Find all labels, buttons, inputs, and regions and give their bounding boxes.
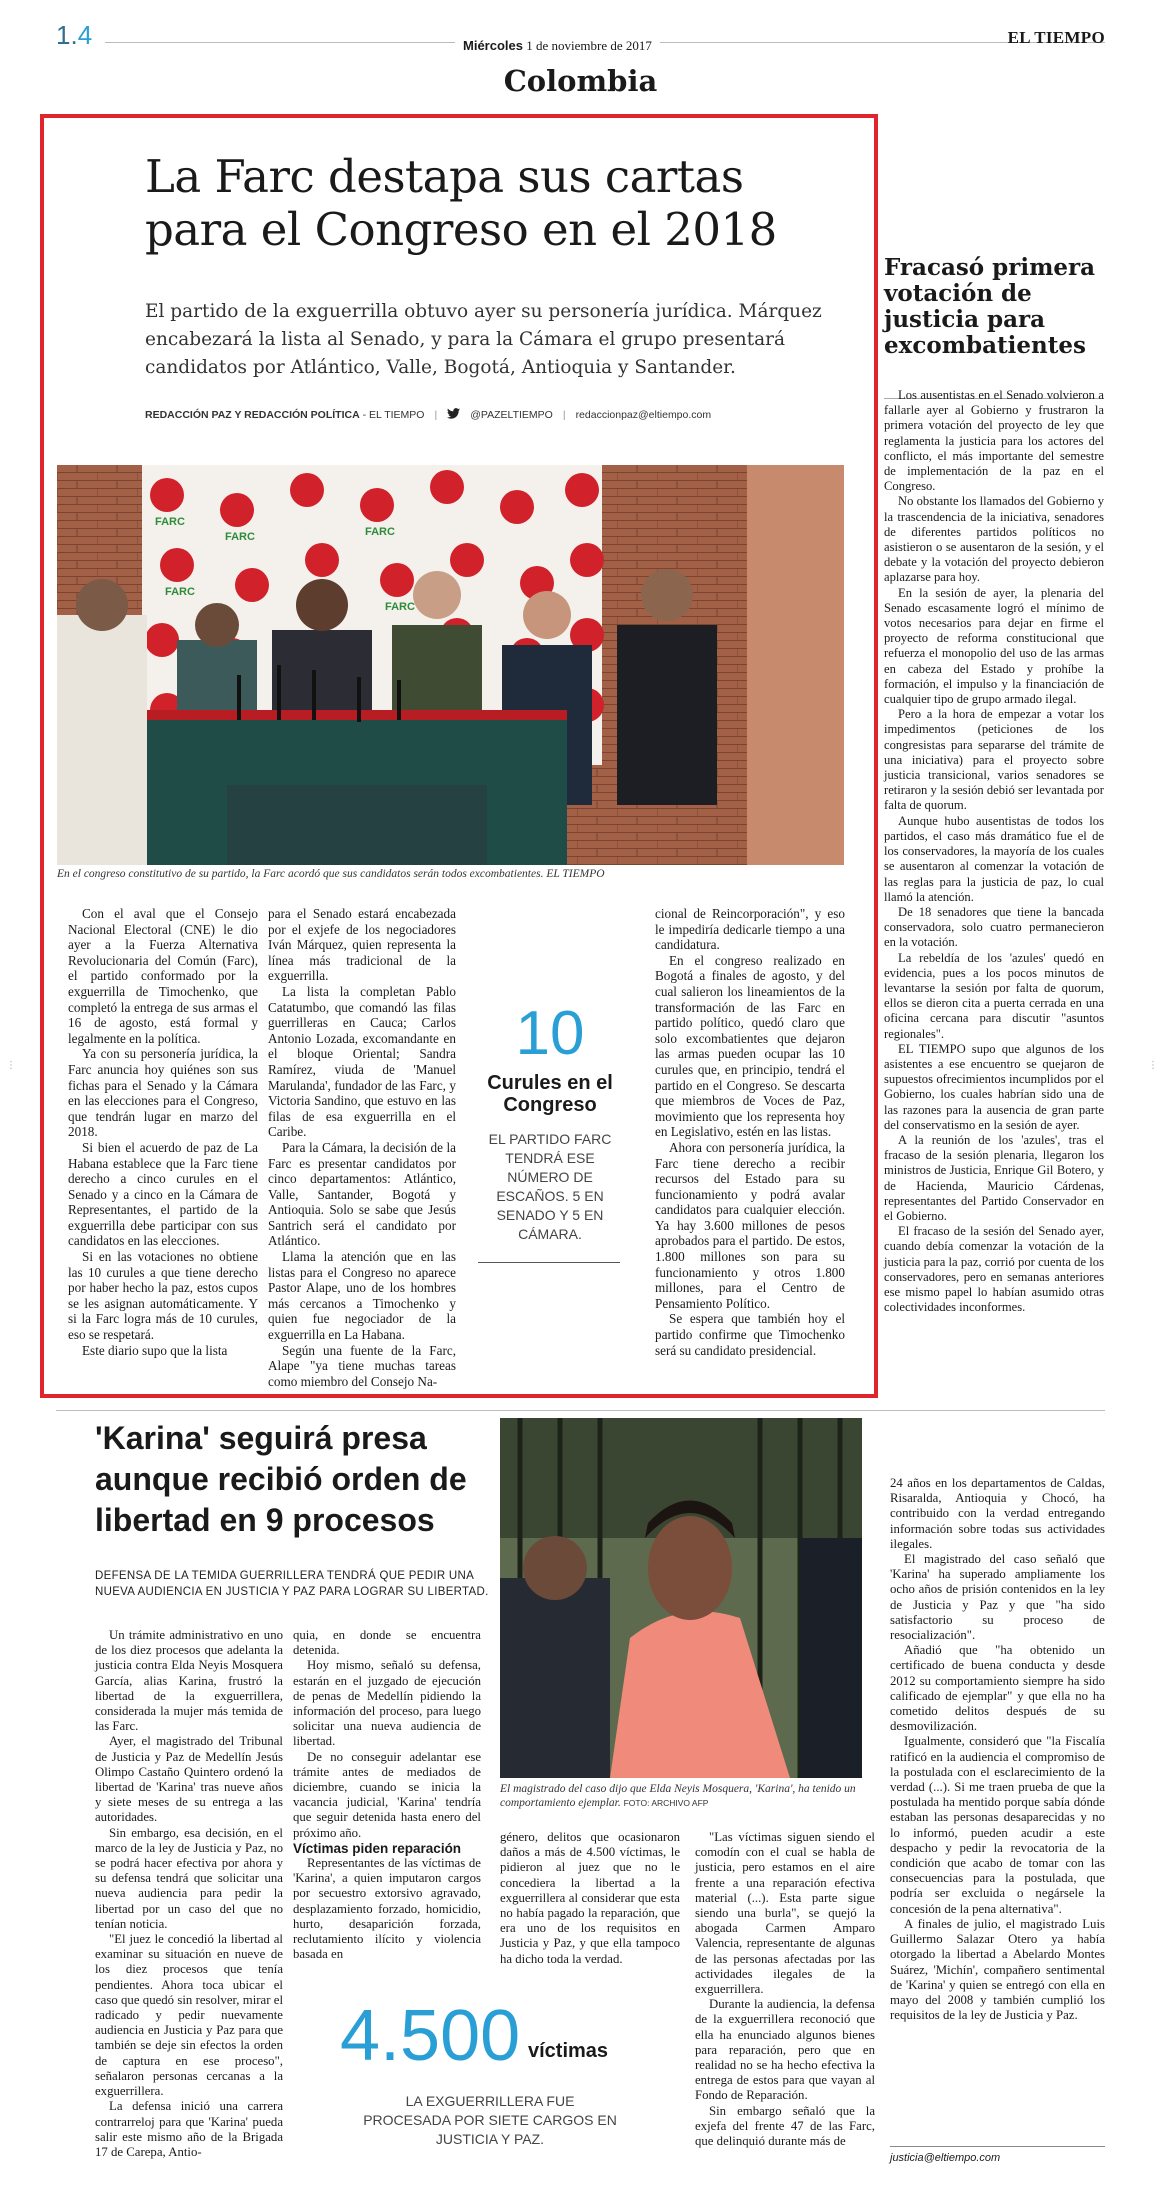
paragraph: El magistrado del caso señaló que 'Karina' ha superado ampliamente los ocho años de prisión contenidos en la ley de Justicia y Paz y que "ha sido satisfactorio su proceso de resocialización". xyxy=(890,1552,1105,1643)
paragraph: Llama la atención que en las listas para el Congreso no aparece Pastor Alape, uno de los hombres más cercanos a Timochenko y quien fue negociador de la exguerrilla en La Habana. xyxy=(268,1249,456,1343)
lead-headline: La Farc destapa sus cartas para el Congreso en el 2018 xyxy=(145,150,777,256)
paragraph: Se espera que también hoy el partido confirme que Timochenko será su candidato presidencial. xyxy=(655,1311,845,1358)
fact-number-victims: 4.500 xyxy=(340,1996,521,2076)
side-column xyxy=(884,388,1104,1315)
backdrop-logo-text: FARC xyxy=(365,526,395,538)
paragraph: "El juez le concedió la libertad al examinar su situación en nueve de los diez procesos que tenía pendientes. Ahora toca ubicar el caso que quedó sin resolver, mirar el radicado y pedir nuevamente audiencia en Justicia y Paz para que también se deje sin efectos la orden de captura en ese proceso", señalaron personas cercanas a la exguerrillera. xyxy=(95,1932,283,2099)
backdrop-logo-text: FARC xyxy=(385,601,415,613)
header-date: Miércoles 1 de noviembre de 2017 xyxy=(455,38,660,54)
page-number: 1.4 xyxy=(56,20,93,50)
paragraph: Sin embargo, esa decisión, en el marco de la ley de Justicia y Paz, no se podrá hacer efectiva por ahora y su defensa tendrá que solicitar una nueva audiencia para pedir la libertad por un caso del que no tenían noticia. xyxy=(95,1825,283,1931)
paragraph: Durante la audiencia, la defensa de la exguerrillera reconoció que ella ha enunciado algunos bienes para reparación, pero que en realidad no se ha hecho efectiva la entrega de estos para que vayan al Fondo de Reparación. xyxy=(695,1997,875,2103)
lead-photo-caption: En el congreso constitutivo de su partido, la Farc acordó que sus candidatos serán todos excombatientes. EL TIEMPO xyxy=(57,868,605,880)
paragraph: A la reunión de los 'azules', tras el fracaso de la sesión plenaria, llegaron los ministros de Justicia, Enrique Gil Botero, y de Hacienda, Mauricio Cárdenas, representantes del Partido Conservador en el Gobierno. xyxy=(884,1132,1104,1223)
karina-column-1 xyxy=(95,1628,283,2160)
paragraph: Ayer, el magistrado del Tribunal de Justicia y Paz de Medellín Jesús Olimpo Castaño Quintero ordenó la libertad de 'Karina' tras nueve años y siete meses de su entrega a las autoridades. xyxy=(95,1734,283,1825)
photo-credit: FOTO: ARCHIVO AFP xyxy=(623,1798,709,1808)
paragraph: No obstante los llamados del Gobierno y la trascendencia de la iniciativa, senadores de diferentes partidos políticos no asistieron o se ausentaron de la sesión, y el debate y la votación del proyecto debieron aplazarse para hoy. xyxy=(884,494,1104,585)
email-rule xyxy=(890,2146,1105,2147)
trim-mark-icon: ⋮ xyxy=(6,1060,16,1071)
paragraph: Los ausentistas en el Senado volvieron a fallarle ayer al Gobierno y frustraron la primera votación del proyecto de ley que reglamenta la justicia para los actores del conflicto, el más importante del semestre de implementación de la paz en el Congreso. xyxy=(884,388,1104,494)
paragraph: A finales de julio, el magistrado Luis Guillermo Salazar Otero ya había otorgado la libertad a Abelardo Montes Suárez, 'Michín', compañero sentimental de 'Karina' y quien se entregó con ella en mayo del 2008 y también cumplió los requisitos de la ley de Justicia y Paz. xyxy=(890,1916,1105,2023)
karina-contact-email[interactable]: justicia@eltiempo.com xyxy=(890,2152,1001,2164)
byline-email: redaccionpaz@eltiempo.com xyxy=(575,409,712,421)
paragraph: Si en las votaciones no obtiene las 10 curules a que tiene derecho por haber hecho la paz, estos cupos se les asignan automáticamente. Y si la Farc logra más de 10 curules, eso se respetará. xyxy=(68,1249,258,1343)
paragraph: La rebeldía de los 'azules' quedó en evidencia, pues a los pocos minutos de levantarse la sesión por falta de quorum, ellos se dieron cita a puerta cerrada en una oficina cercana para discutir "asuntos regionales". xyxy=(884,950,1104,1041)
lead-photo xyxy=(57,465,844,865)
lead-column-2 xyxy=(268,906,456,1389)
paragraph: La defensa inició una carrera contrarreloj para que 'Karina' pueda salir este mismo año de la Brigada 17 de Carepa, Antio- xyxy=(95,2099,283,2159)
lead-column-3 xyxy=(655,906,845,1358)
paragraph: De no conseguir adelantar ese trámite antes de mediados de diciembre, cuando se inicia la vacancia judicial, 'Karina' tendría que seguir detenida hasta enero del próximo año. xyxy=(293,1749,481,1840)
twitter-handle: @PAZELTIEMPO xyxy=(470,409,553,421)
paragraph: "Las víctimas siguen siendo el comodín con el cual se habla de justicia, pero estamos en el aire frente a una reparación efectiva material (...). Esta parte sigue siendo una burla", se quejó la abogada Carmen Amparo Valencia, representante de algunas de las personas afectadas por las actividades ilegales de la exguerrillera. xyxy=(695,1830,875,1997)
lead-column-1 xyxy=(68,906,258,1358)
paragraph: Sin embargo señaló que la exjefa del frente 47 de las Farc, que delinquió durante más de xyxy=(695,2103,875,2149)
fact-label-victims: víctimas xyxy=(528,2040,609,2062)
paragraph: Aunque hubo ausentistas de todos los partidos, el caso más dramático fue el de los conservadores, la mayoría de los cuales se ausentaron al comenzar la votación de las reglas para la justicia de paz, lo cual llamó la atención. xyxy=(884,813,1104,904)
paragraph: Añadió que "ha obtenido un certificado de buena conducta y desde 2012 su comportamiento siempre ha sido calificado de ejemplar" y que ella no ha cometido delitos después de su desmovilización. xyxy=(890,1643,1105,1734)
backdrop-logo-text: FARC xyxy=(165,586,195,598)
paragraph: El fracaso de la sesión del Senado ayer, cuando debía comenzar la votación de la justicia para la paz, corrió por cuenta de los conservadores, pero en semanas anteriores ese mismo papel lo habían asumido otras colectividades inconformes. xyxy=(884,1224,1104,1315)
lead-deck: El partido de la exguerrilla obtuvo ayer su personería jurídica. Márquez encabezará la lista al Senado, y para la Cámara el grupo presentará candidatos por Atlántico, Valle, Bogotá, Antioquia y Santander. xyxy=(145,301,822,378)
karina-subheading: Víctimas piden reparación xyxy=(293,1840,462,1856)
karina-photo xyxy=(500,1418,862,1778)
paragraph: cional de Reincorporación", y eso le impediría dedicarle tiempo a una candidatura. xyxy=(655,906,845,953)
karina-column-5 xyxy=(890,1476,1105,2023)
fact-text: EL PARTIDO FARC TENDRÁ ESE NÚMERO DE ESCAÑOS. 5 EN SENADO Y 5 EN CÁMARA. xyxy=(488,1131,612,1242)
paragraph: Pero a la hora de empezar a votar los impedimentos (peticiones de los congresistas para separarse del trámite de una iniciativa) para el proyecto sobre justicia transicional, varios senadores se retiraron y la sesión debió ser levantada por falta de quorum. xyxy=(884,707,1104,813)
paragraph: Representantes de las víctimas de 'Karina', a quien imputaron cargos por secuestro extorsivo agravado, desplazamiento forzado, homicidio, hurto, desaparición forzada, reclutamiento ilícito y violencia basada en xyxy=(293,1856,481,1962)
paragraph: Un trámite administrativo en uno de los diez procesos que adelanta la justicia contra Elda Neyis Mosquera García, alias Karina, frustró la libertad de la exguerrillera, considerada la mujer más temida de las Farc. xyxy=(95,1628,283,1734)
karina-headline: 'Karina' seguirá presa aunque recibió orden de libertad en 9 procesos xyxy=(95,1420,467,1538)
trim-mark-icon: ⋮ xyxy=(1148,1060,1158,1071)
fact-rule xyxy=(478,1262,620,1263)
lead-byline: REDACCIÓN PAZ Y REDACCIÓN POLÍTICA - EL TIEMPO | @PAZELTIEMPO | redaccionpaz@eltiempo.com xyxy=(145,409,712,421)
paragraph: Si bien el acuerdo de paz de La Habana establece que la Farc tiene derecho a cinco curules en el Senado y a cinco en la Cámara de Representantes, el partido de la exguerrilla debe participar con sus candidatos en las elecciones. xyxy=(68,1139,258,1249)
karina-deck: DEFENSA DE LA TEMIDA GUERRILLERA TENDRÁ QUE PEDIR UNA NUEVA AUDIENCIA EN JUSTICIA Y PAZ PARA LOGRAR SU LIBERTAD. xyxy=(95,1570,489,1598)
masthead-brand: EL TIEMPO xyxy=(1007,28,1105,47)
paragraph: Con el aval que el Consejo Nacional Electoral (CNE) le dio ayer a la Fuerza Alternativa Revolucionaria del Común (Farc), el partido conformado por la exguerrilla de Timochenko, que completó la entrega de sus armas el 16 de agosto, está formal y legalmente en la política. xyxy=(68,906,258,1046)
paragraph: género, delitos que ocasionaron daños a más de 4.500 víctimas, le pidieron al juez que no le concediera la libertad a la exguerrillera al considerar que esta no había pagado la reparación, que era uno de los requisitos en Justicia y Paz, y que ella tampoco ha dicho toda la verdad. xyxy=(500,1830,680,1966)
karina-column-4 xyxy=(695,1830,875,2149)
backdrop-logo-text: FARC xyxy=(155,516,185,528)
fact-number: 10 xyxy=(515,999,585,1068)
paragraph: 24 años en los departamentos de Caldas, Risaralda, Antioquia y Chocó, ha contribuido con la verdad entregando información sobre todas sus actividades ilegales. xyxy=(890,1476,1105,1551)
karina-photo-caption: El magistrado del caso dijo que Elda Neyis Mosquera, 'Karina', ha tenido un comportamiento ejemplar. FOTO: ARCHIVO AFP xyxy=(500,1783,856,1809)
fact-text-victims: LA EXGUERRILLERA FUE PROCESADA POR SIETE CARGOS EN JUSTICIA Y PAZ. xyxy=(363,2093,617,2147)
paragraph: La lista la completan Pablo Catatumbo, que comandó las filas guerrilleras en Cauca; Carlos Antonio Lozada, excomandante en el bloque Oriental; Sandra Ramírez, viuda de 'Manuel Marulanda', fundador de las Farc, y Victoria Sandino, que estuvo en las filas de esa exguerrilla en el Caribe. xyxy=(268,983,456,1140)
paragraph: EL TIEMPO supo que algunos de los asistentes a ese encuentro se quejaron de supuestos ofrecimientos incumplidos por el Gobierno, los cuales habrían sido una de las razones para la ausencia de gran parte del conservatismo en la sesión de ayer. xyxy=(884,1041,1104,1132)
backdrop-logo-text: FARC xyxy=(225,531,255,543)
karina-column-2 xyxy=(293,1628,481,1962)
paragraph: Igualmente, consideró que "la Fiscalía ratificó en la audiencia el compromiso de la postulada con el esclarecimiento de la verdad (...). Si me traen prueba de que la postulada ha mentido porque sabía dónde estaban las personas desaparecidas y no lo informó, pueden acudir a este despacho y pedir la revocatoria de la condición que acabo de tomar con las consecuencias para la postulada, que podría ser excluida o negársele la concesión de la pena alternativa". xyxy=(890,1734,1105,1916)
fact-box-curules xyxy=(475,999,625,1244)
karina-column-3 xyxy=(500,1830,680,1967)
paragraph: quia, en donde se encuentra detenida. xyxy=(293,1628,481,1658)
side-headline: Fracasó primera votación de justicia para excombatientes xyxy=(884,254,1096,359)
paragraph: Para la Cámara, la decisión de la Farc es presentar candidatos por cinco departamentos: Atlántico, Valle, Santander, Bogotá y Antioquia. Solo se sabe que Jesús Santrich será el candidato por Atlántico. xyxy=(268,1139,456,1249)
paragraph: Hoy mismo, señaló su defensa, estarán en el juzgado de ejecución de penas de Medellín pidiendo la información del proceso, para luego solicitar una nueva audiencia de libertad. xyxy=(293,1658,481,1749)
paragraph: Según una fuente de la Farc, Alape "ya tiene muchas tareas como miembro del Consejo Na- xyxy=(268,1342,456,1389)
paragraph: Ya con su personería jurídica, la Farc anuncia hoy quiénes son sus fichas para el Senado y la Cámara en las elecciones para el Congreso, que tendrán lugar en marzo del 2018. xyxy=(68,1046,258,1140)
paragraph: Este diario supo que la lista xyxy=(82,1342,228,1358)
paragraph: Ahora con personería jurídica, la Farc tiene derecho a recibir recursos del Estado para su funcionamiento y podrá avalar candidatos para cualquier elección. Ya hay 3.600 millones de pesos aprobados para el partido. De estos, 1.800 millones son para su funcionamiento y otros 1.800 millones, para el Centro de Pensamiento Político. xyxy=(655,1139,845,1311)
paragraph: para el Senado estará encabezada por el exjefe de los negociadores Iván Márquez, quien representa la línea más tradicional de la exguerrilla. xyxy=(268,906,456,984)
paragraph: De 18 senadores que tiene la bancada conservadora, solo cuatro permanecieron en la votación. xyxy=(884,904,1104,950)
paragraph: En la sesión de ayer, la plenaria del Senado escasamente logró el mínimo de votos necesarios para dejar en firme el proyecto de reforma constitucional que refuerza el monopolio del uso de las armas en cabeza del Estado y prohíbe la formación, el impulso y la financiación de cualquier tipo de grupo armado ilegal. xyxy=(884,585,1104,707)
twitter-icon xyxy=(447,408,460,422)
paragraph: En el congreso realizado en Bogotá a finales de agosto, y del cual salieron los lineamientos de la transformación de las Farc en partido político, quedó claro que solo excombatientes que dejaron las armas pueden ocupar las 10 curules que, en principio, tendrá el partido en el Congreso. Se descarta que miembros de Voces de Paz, movimiento que los representa hoy en Legislativo, estén en las listas. xyxy=(655,952,845,1140)
section-title: Colombia xyxy=(503,64,658,98)
section-divider xyxy=(56,1410,1105,1411)
fact-label: Curules en el Congreso xyxy=(487,1072,613,1116)
